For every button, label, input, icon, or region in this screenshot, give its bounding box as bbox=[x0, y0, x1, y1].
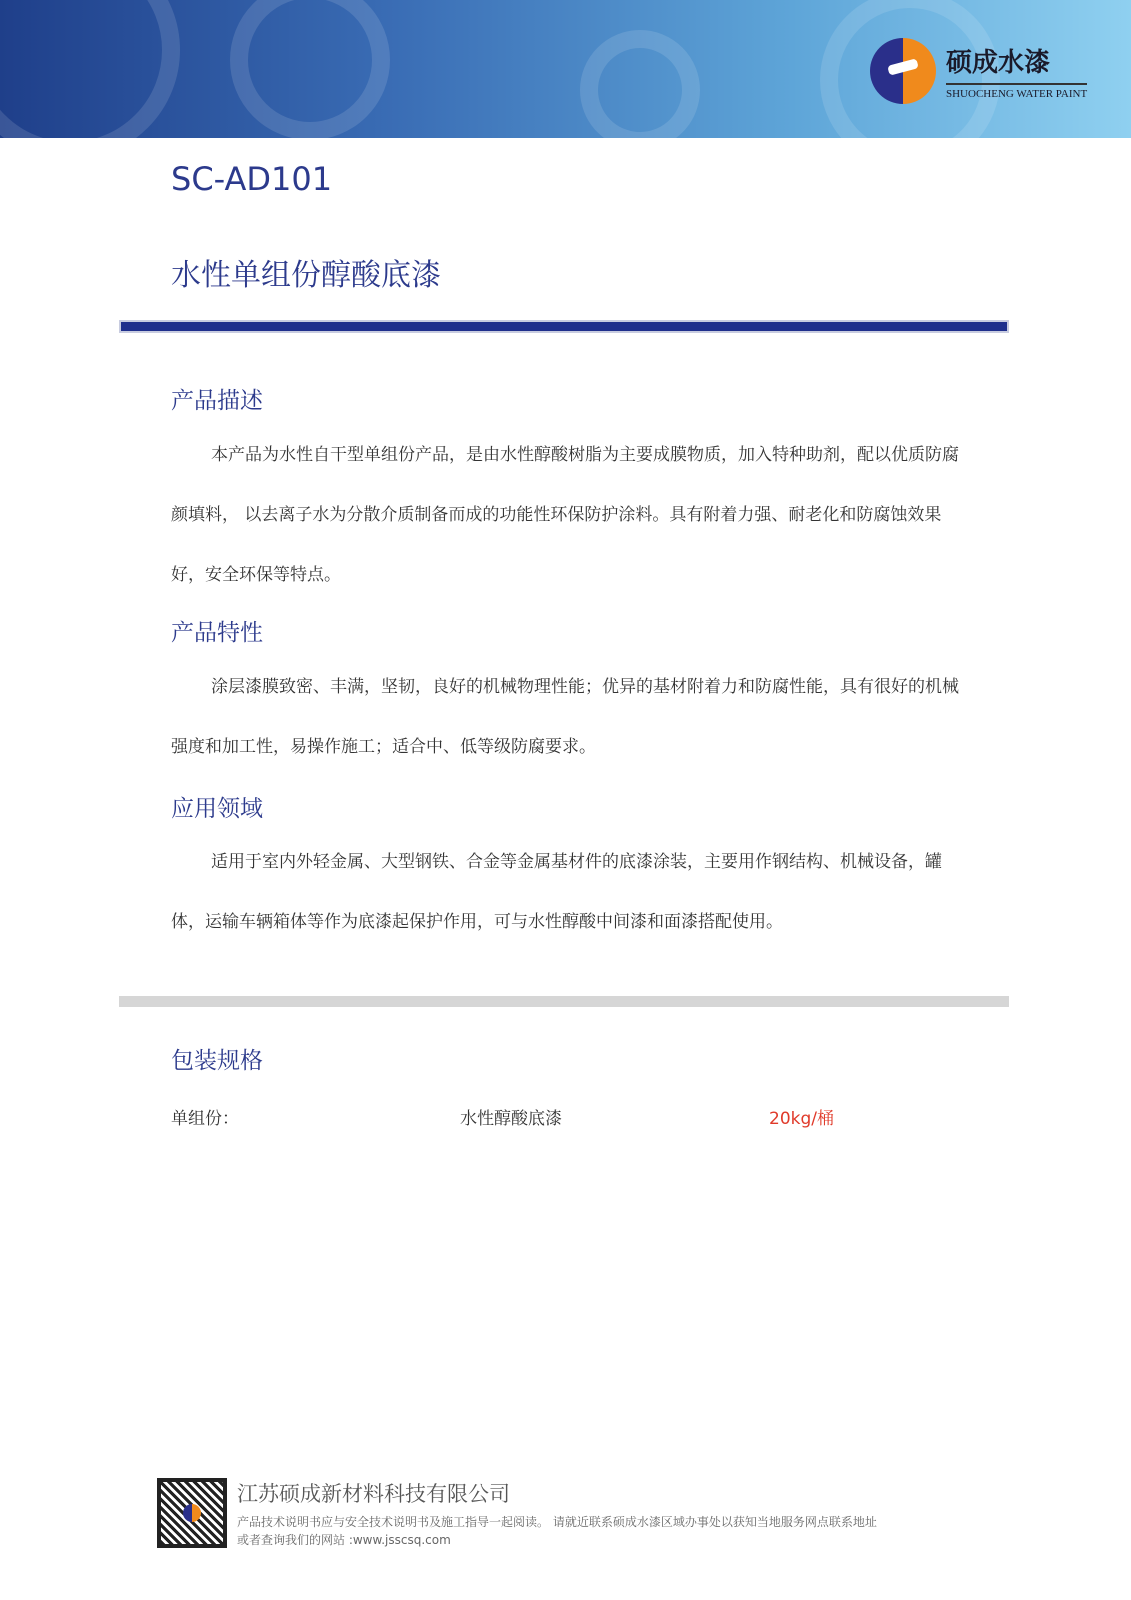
product-code: SC-AD101 bbox=[171, 160, 333, 198]
section-text-features: 涂层漆膜致密、丰满，坚韧，良好的机械物理性能；优异的基材附着力和防腐性能，具有很好的机械强度和加工性，易操作施工；适合中、低等级防腐要求。 bbox=[171, 677, 959, 757]
section-title-packaging: 包装规格 bbox=[171, 1048, 263, 1074]
product-name: 水性单组份醇酸底漆 bbox=[171, 258, 441, 293]
divider bbox=[119, 996, 1009, 1007]
qr-code bbox=[157, 1478, 227, 1548]
footer-website: 或者查询我们的网站 :www.jsscsq.com bbox=[237, 1533, 451, 1547]
footer-note bbox=[237, 1513, 877, 1549]
section-text-applications: 适用于室内外轻金属、大型钢铁、合金等金属基材件的底漆涂装，主要用作钢结构、机械设备，罐体，运输车辆箱体等作为底漆起保护作用，可与水性醇酸中间漆和面漆搭配使用。 bbox=[171, 852, 942, 932]
divider bbox=[119, 320, 1009, 333]
logo-cn: 硕成水漆 bbox=[946, 42, 1087, 85]
packaging-label: 单组份： bbox=[171, 1109, 239, 1129]
section-title-features: 产品特性 bbox=[171, 620, 263, 646]
section-text-description: 本产品为水性自干型单组份产品，是由水性醇酸树脂为主要成膜物质，加入特种助剂，配以优质防腐颜填料， 以去离子水为分散介质制备而成的功能性环保防护涂料。具有附着力强、耐老化和防腐蚀效果好，安全环保等特点。 bbox=[171, 445, 959, 585]
company-name: 江苏硕成新材料科技有限公司 bbox=[237, 1482, 510, 1506]
logo-icon bbox=[870, 38, 936, 104]
packaging-product: 水性醇酸底漆 bbox=[460, 1109, 562, 1129]
logo-en: SHUOCHENG WATER PAINT bbox=[946, 88, 1088, 100]
header-banner bbox=[0, 0, 1131, 138]
section-title-applications: 应用领域 bbox=[171, 796, 263, 822]
section-title-description: 产品描述 bbox=[171, 388, 263, 414]
footer-note-line1: 产品技术说明书应与安全技术说明书及施工指导一起阅读。 请就近联系硕成水漆区域办事处以获知当地服务网点联系地址 bbox=[237, 1515, 877, 1529]
packaging-spec: 20kg/桶 bbox=[769, 1109, 834, 1129]
company-logo bbox=[870, 38, 1087, 104]
